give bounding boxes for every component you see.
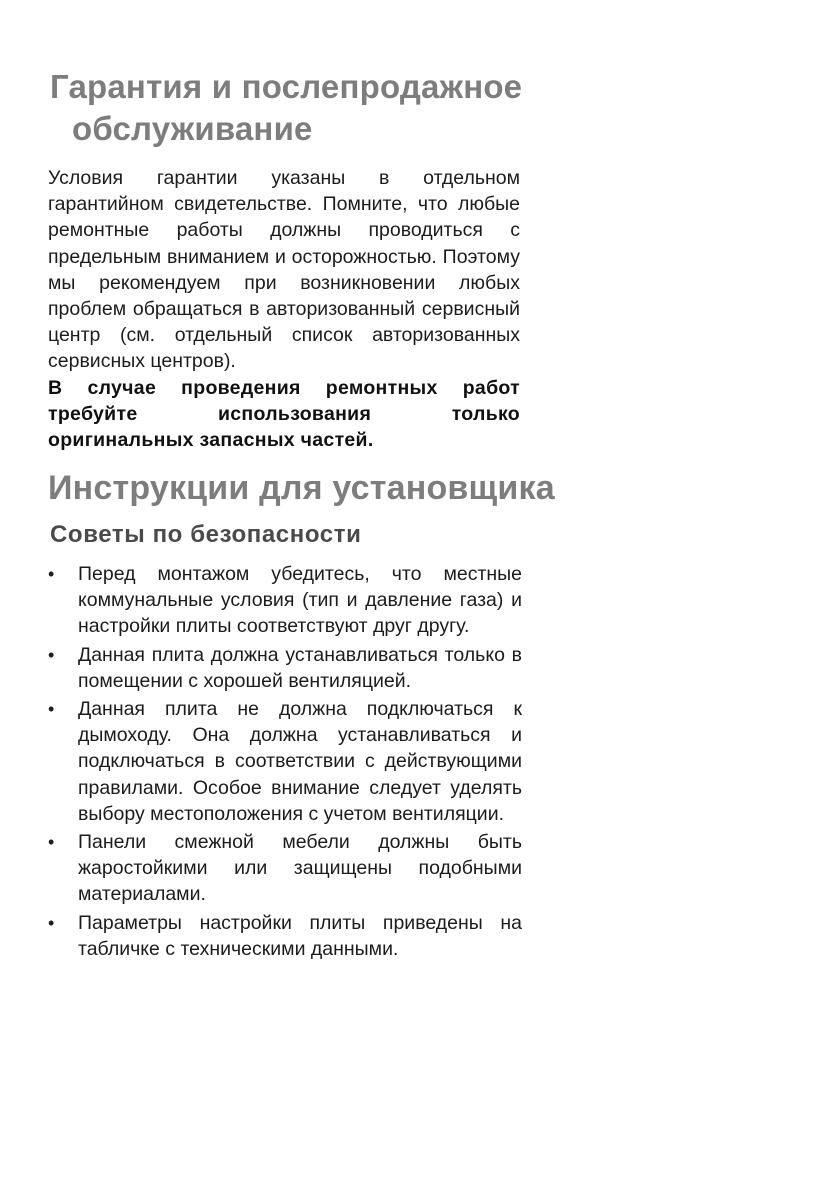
list-item	[48, 696, 522, 827]
bullet-icon: •	[48, 564, 55, 584]
warranty-title-line1: Гарантия и послепродажное	[50, 68, 523, 105]
bullet-icon: •	[48, 699, 55, 720]
list-item	[48, 642, 522, 694]
warranty-paragraph: Условия гарантии указаны в отдельном гарантийном свидетельстве. Помните, что любые ремонтные работы должны проводиться с предельным вниманием и осторожностью. Поэтому мы рекомендуем при возникновении любых проблем обращаться в авторизованный сервисный центр (см. отдельный список авторизованных сервисных центров).	[48, 167, 520, 373]
list-item-text: Панели смежной мебели должны быть жаростойкими или защищены подобными материалами.	[78, 831, 522, 906]
list-item-text: Данная плита должна устанавливаться только в помещении с хорошей вентиляцией.	[78, 643, 522, 692]
warranty-section-title	[50, 66, 522, 150]
bullet-icon: •	[48, 912, 55, 933]
safety-tips-list	[48, 561, 522, 964]
list-item	[48, 829, 522, 908]
list-item-text: Параметры настройки плиты приведены на табличке с техническими данными.	[78, 911, 522, 960]
list-item-text: Данная плита не должна подключаться к дымоходу. Она должна устанавливаться и подключаться в соответствии с действующими правилами. Особое внимание следует уделять выбору местоположения с учетом вентиляции.	[78, 698, 522, 825]
installer-section-title: Инструкции для установщика	[48, 469, 555, 507]
bullet-icon: •	[48, 832, 55, 853]
safety-tips-heading: Советы по безопасности	[50, 521, 362, 548]
list-item-text: Перед монтажом убедитесь, что местные коммунальные условия (тип и давление газа) и настройки плиты соответствуют друг другу.	[78, 563, 522, 638]
list-item	[48, 561, 522, 640]
warranty-bold-notice: В случае проведения ремонтных работ требуйте использования только оригинальных запасных частей.	[48, 377, 520, 452]
warranty-title-line2: обслуживание	[72, 110, 313, 147]
list-item	[48, 910, 522, 962]
bullet-icon: •	[48, 644, 55, 665]
